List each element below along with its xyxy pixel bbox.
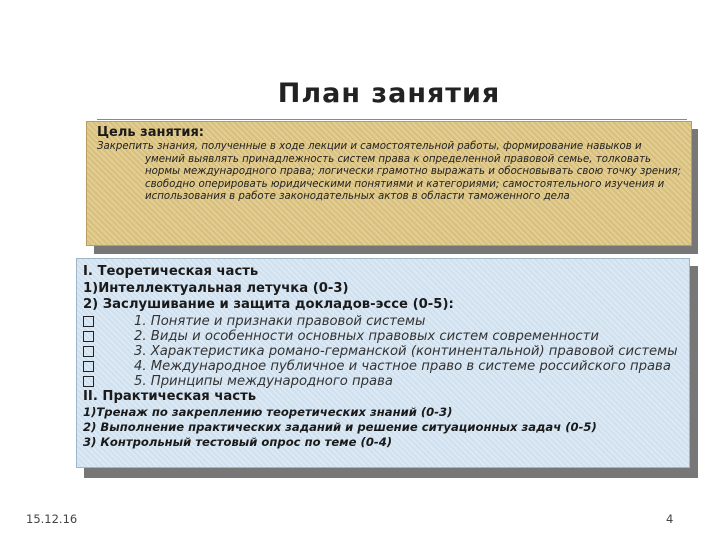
checkbox-bullet-icon: [83, 376, 94, 387]
practice-item: 2) Выполнение практических заданий и решение ситуационных задач (0-5): [83, 420, 597, 434]
bullet-text: 1. Понятие и признаки правовой системы: [134, 313, 426, 329]
section-theory-title: I. Теоретическая часть: [83, 264, 259, 279]
list-item: [83, 374, 683, 389]
practice-item: 1)Тренаж по закреплению теоретических знаний (0-3): [83, 405, 453, 419]
bullet-text: 2. Виды и особенности основных правовых систем современности: [134, 328, 599, 344]
bullet-text: 3. Характеристика романо-германской (континентальной) правовой системы: [134, 343, 678, 359]
goal-heading: Цель занятия:: [97, 125, 204, 140]
bullet-text: 5. Принципы международного права: [134, 373, 393, 389]
plan-panel-body: [76, 258, 690, 468]
slide-date: 15.12.16: [26, 512, 78, 526]
practice-item: 3) Контрольный тестовый опрос по теме (0-4): [83, 435, 393, 449]
bullet-text: 4. Международное публичное и частное право в системе российского права: [134, 358, 671, 374]
goal-panel: [86, 121, 692, 246]
plan-item-essays: 2) Заслушивание и защита докладов-эссе (0-5):: [83, 297, 454, 312]
checkbox-bullet-icon: [83, 346, 94, 357]
list-item: [83, 359, 683, 374]
goal-text: Закрепить знания, полученные в ходе лекции и самостоятельной работы, формирование навыков и умений выявлять принадлежность систем права к определенной правовой семье, толковать нормы международного права; логически грамотно выражать и обосновывать свою точку зрения; свободно оперировать юридическими понятиями и категориями; самостоятельного изучения и использования в работе законодательных актов в области таможенного дела: [97, 141, 682, 203]
list-item: [83, 329, 683, 344]
checkbox-bullet-icon: [83, 361, 94, 372]
page-number: 4: [666, 512, 674, 526]
section-practice-title: II. Практическая часть: [83, 388, 257, 404]
title-divider: [97, 119, 687, 120]
goal-panel-body: [86, 121, 692, 246]
list-item: [83, 314, 683, 329]
plan-item-quiz: 1)Интеллектуальная летучка (0-3): [83, 280, 349, 296]
checkbox-bullet-icon: [83, 331, 94, 342]
list-item: [83, 344, 683, 359]
slide-title: План занятия: [277, 78, 501, 109]
checkbox-bullet-icon: [83, 316, 94, 327]
plan-panel: [76, 258, 690, 468]
